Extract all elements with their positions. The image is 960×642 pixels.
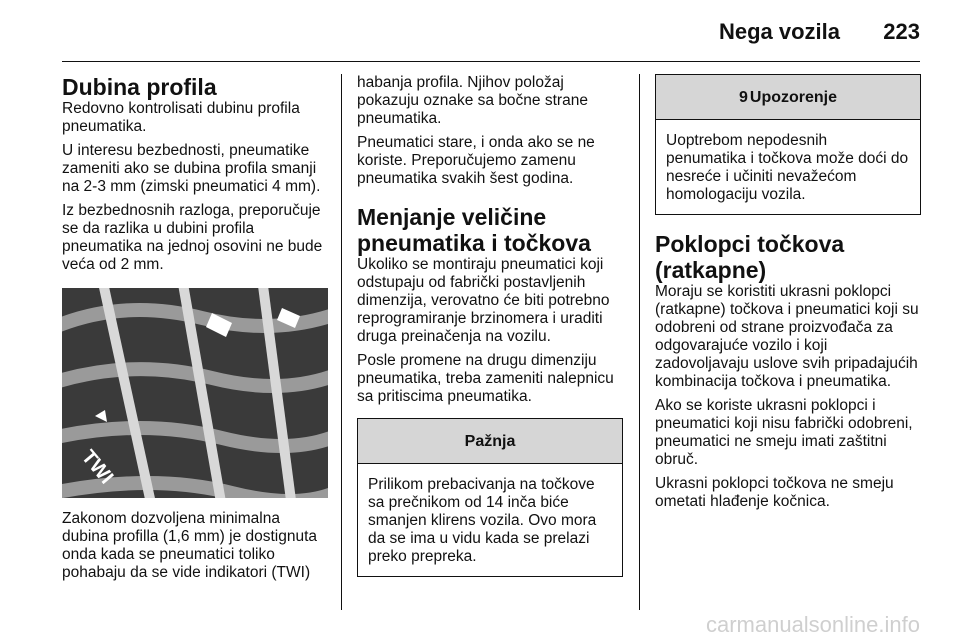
note-title: Pažnja xyxy=(358,419,622,464)
heading-tire-size: Menjanje veličine pneumatika i točkova xyxy=(357,204,591,256)
warning-icon: 9 xyxy=(738,89,748,106)
paragraph: Iz bezbednosnih razloga, preporučuje se da razlika u dubini profila pneumatika na jednoj osovini ne bude veća od 2 mm. xyxy=(62,202,323,273)
paragraph: Redovno kontrolisati dubinu profila pneumatika. xyxy=(62,100,300,135)
column-right xyxy=(655,74,921,517)
warning-header xyxy=(656,75,920,120)
page-header xyxy=(0,0,960,62)
section-title: Nega vozila xyxy=(718,19,840,44)
paragraph: U interesu bezbednosti, pneumatike zameniti ako se dubina profila smanji na 2-3 mm (zimski pneumatici 4 mm). xyxy=(62,142,321,195)
warning-box xyxy=(655,74,921,215)
note-box xyxy=(357,418,623,577)
paragraph: Ako se koriste ukrasni poklopci i pneumatici koji nisu fabrički odobreni, pneumatici ne smeju imati zaštitni obruč. xyxy=(655,397,913,468)
paragraph: Moraju se koristiti ukrasni poklopci (ratkapne) točkova i pneumatici koji su odobreni od strane proizvođača za odgovarajuće vozilo i koji zadovoljavaju uslove svih pripadajućih kombinacija točkova i pneumatika. xyxy=(655,283,919,390)
paragraph: Ukoliko se montiraju pneumatici koji odstupaju od fabrički postavljenih dimenzija, verovatno će biti potrebno reprogramiranje brzinomera i uraditi druga preinačenja na vozilu. xyxy=(357,256,610,345)
paragraph: Pneumatici stare, i onda ako se ne koriste. Preporučujemo zamenu pneumatika svakih šest godina. xyxy=(357,134,595,187)
column-divider xyxy=(639,74,640,610)
column-middle xyxy=(357,74,623,577)
warning-title: Upozorenje xyxy=(749,89,838,106)
note-body: Prilikom prebacivanja na točkove sa prečnikom od 14 inča biće smanjen klirens vozila. Ovo mora da se ima u vidu kada se prelazi preko prepreka. xyxy=(368,476,597,565)
paragraph: Zakonom dozvoljena minimalna dubina profilla (1,6 mm) je dostignuta onda kada se pneumatici toliko pohabaju da se vide indikatori (TWI) xyxy=(62,510,318,581)
column-divider xyxy=(341,74,342,610)
page-number: 223 xyxy=(883,19,920,44)
paragraph: habanja profila. Njihov položaj pokazuju oznake sa bočne strane pneumatika. xyxy=(357,74,588,127)
paragraph: Ukrasni poklopci točkova ne smeju ometati hlađenje kočnica. xyxy=(655,475,894,510)
tire-tread-image xyxy=(62,288,328,498)
paragraph: Posle promene na drugu dimenziju pneumatika, treba zameniti nalepnicu sa pritiscima pneumatika. xyxy=(357,352,614,405)
heading-wheel-covers: Poklopci točkova (ratkapne) xyxy=(655,231,845,283)
heading-tread-depth: Dubina profila xyxy=(62,74,217,100)
twi-label: TWI xyxy=(76,446,118,489)
header-divider xyxy=(62,61,920,62)
column-left xyxy=(62,74,328,588)
warning-body: Uoptrebom nepodesnih penumatika i točkova može doći do nesreće i učiniti nevažećom homologaciju vozila. xyxy=(666,132,909,203)
watermark: carmanualsonline.info xyxy=(705,612,920,637)
